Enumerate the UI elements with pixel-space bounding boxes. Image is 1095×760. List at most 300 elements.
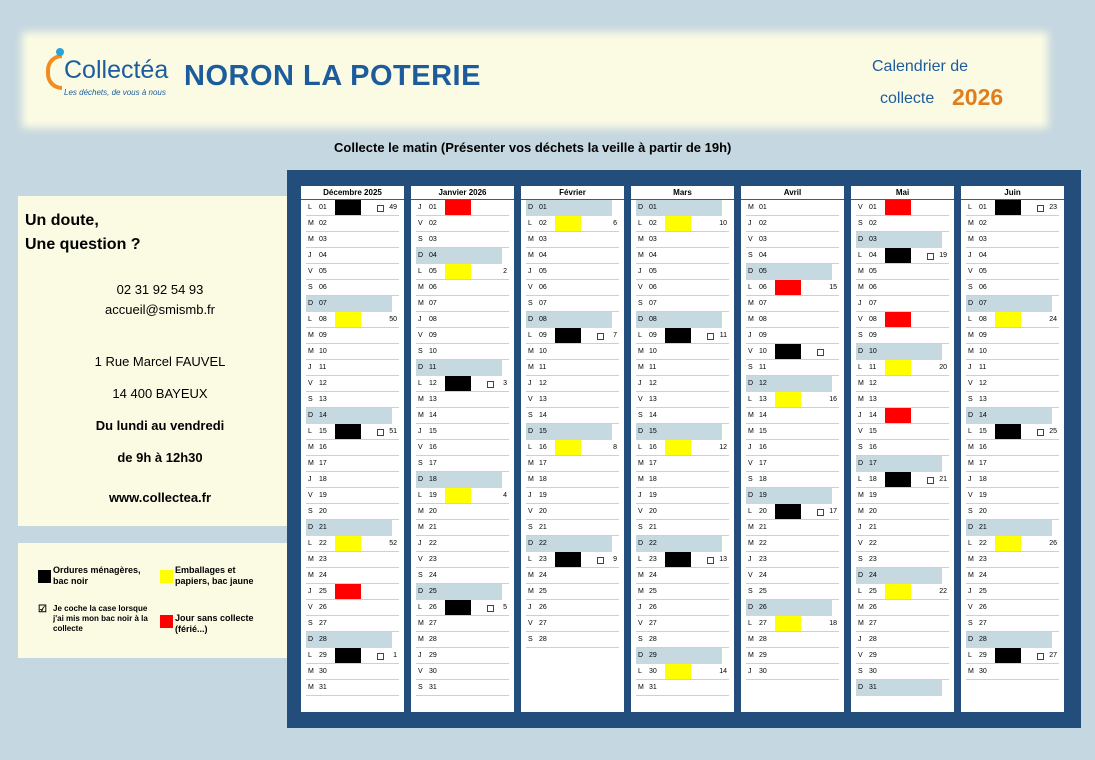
day-row bbox=[526, 248, 619, 264]
month-title: Mai bbox=[851, 186, 954, 200]
legend-yellow-swatch bbox=[160, 570, 173, 583]
collection-checkbox[interactable] bbox=[1037, 653, 1044, 660]
day-letter: D bbox=[748, 268, 754, 275]
day-number: 02 bbox=[869, 220, 877, 227]
day-number: 03 bbox=[759, 236, 767, 243]
day-letter: M bbox=[308, 572, 314, 579]
day-row bbox=[966, 472, 1059, 488]
yellow-bin-marker bbox=[885, 360, 911, 375]
day-number: 04 bbox=[649, 252, 657, 259]
day-number: 01 bbox=[649, 204, 657, 211]
day-letter: M bbox=[748, 636, 754, 643]
contact-box bbox=[18, 196, 302, 526]
day-row bbox=[746, 328, 839, 344]
day-letter: J bbox=[418, 428, 422, 435]
day-number: 21 bbox=[979, 524, 987, 531]
day-row bbox=[966, 424, 1059, 440]
day-letter: D bbox=[528, 428, 534, 435]
week-number: 23 bbox=[1049, 204, 1057, 211]
day-letter: S bbox=[748, 252, 753, 259]
day-letter: J bbox=[748, 668, 752, 675]
black-bin-marker bbox=[335, 200, 361, 215]
day-letter: D bbox=[638, 204, 644, 211]
day-letter: J bbox=[528, 268, 532, 275]
collection-checkbox[interactable] bbox=[707, 557, 714, 564]
day-row bbox=[416, 648, 509, 664]
day-row bbox=[966, 264, 1059, 280]
day-letter: L bbox=[858, 476, 862, 483]
legend-yellow-label: Emballages et papiers, bac jaune bbox=[175, 565, 254, 586]
day-letter: M bbox=[528, 252, 534, 259]
collection-checkbox[interactable] bbox=[817, 509, 824, 516]
day-row bbox=[746, 648, 839, 664]
day-row bbox=[746, 664, 839, 680]
day-row bbox=[746, 408, 839, 424]
day-letter: S bbox=[858, 668, 863, 675]
sunday-row bbox=[306, 632, 392, 648]
day-row bbox=[416, 216, 509, 232]
day-row bbox=[306, 504, 399, 520]
week-number: 15 bbox=[829, 284, 837, 291]
day-row bbox=[636, 616, 729, 632]
day-number: 27 bbox=[429, 620, 437, 627]
day-number: 14 bbox=[979, 412, 987, 419]
day-row bbox=[746, 520, 839, 536]
day-letter: L bbox=[638, 220, 642, 227]
day-number: 31 bbox=[319, 684, 327, 691]
day-letter: M bbox=[748, 300, 754, 307]
yellow-bin-marker bbox=[995, 536, 1021, 551]
sunday-row bbox=[746, 600, 832, 616]
day-number: 16 bbox=[429, 444, 437, 451]
day-number: 02 bbox=[649, 220, 657, 227]
collection-note: Collecte le matin (Présenter vos déchets la veille à partir de 19h) bbox=[334, 140, 732, 155]
day-row bbox=[746, 216, 839, 232]
day-number: 12 bbox=[869, 380, 877, 387]
holiday-marker bbox=[885, 312, 911, 327]
collection-checkbox[interactable] bbox=[927, 253, 934, 260]
day-row bbox=[306, 344, 399, 360]
day-letter: D bbox=[418, 364, 424, 371]
phone-number: 02 31 92 54 93 bbox=[116, 282, 204, 297]
day-letter: S bbox=[308, 284, 313, 291]
day-number: 06 bbox=[869, 284, 877, 291]
collection-checkbox[interactable] bbox=[487, 605, 494, 612]
day-row bbox=[306, 664, 399, 680]
day-number: 16 bbox=[319, 444, 327, 451]
day-number: 01 bbox=[759, 204, 767, 211]
day-number: 28 bbox=[539, 636, 547, 643]
day-row bbox=[526, 440, 619, 456]
day-letter: J bbox=[638, 268, 642, 275]
day-number: 18 bbox=[869, 476, 877, 483]
day-letter: S bbox=[638, 300, 643, 307]
day-row bbox=[746, 552, 839, 568]
day-row bbox=[416, 408, 509, 424]
day-letter: S bbox=[528, 412, 533, 419]
day-letter: S bbox=[858, 444, 863, 451]
day-number: 23 bbox=[759, 556, 767, 563]
sunday-row bbox=[966, 408, 1052, 424]
day-number: 22 bbox=[649, 540, 657, 547]
sunday-row bbox=[306, 520, 392, 536]
day-row bbox=[856, 440, 949, 456]
black-bin-marker bbox=[665, 552, 691, 567]
sunday-row bbox=[526, 536, 612, 552]
black-bin-marker bbox=[335, 648, 361, 663]
day-number: 21 bbox=[539, 524, 547, 531]
day-row bbox=[416, 328, 509, 344]
day-letter: J bbox=[748, 556, 752, 563]
collection-checkbox[interactable] bbox=[1037, 205, 1044, 212]
day-row bbox=[416, 568, 509, 584]
day-letter: M bbox=[638, 364, 644, 371]
day-row bbox=[526, 600, 619, 616]
day-row bbox=[636, 360, 729, 376]
day-row bbox=[746, 568, 839, 584]
day-row bbox=[306, 232, 399, 248]
day-row bbox=[856, 280, 949, 296]
day-number: 08 bbox=[319, 316, 327, 323]
day-number: 19 bbox=[649, 492, 657, 499]
day-letter: S bbox=[308, 396, 313, 403]
day-row bbox=[966, 536, 1059, 552]
day-number: 23 bbox=[649, 556, 657, 563]
day-letter: L bbox=[638, 332, 642, 339]
day-row bbox=[526, 584, 619, 600]
day-row bbox=[636, 376, 729, 392]
day-letter: J bbox=[418, 204, 422, 211]
black-bin-marker bbox=[335, 424, 361, 439]
day-letter: L bbox=[638, 444, 642, 451]
day-letter: M bbox=[418, 412, 424, 419]
collection-checkbox[interactable] bbox=[1037, 429, 1044, 436]
yellow-bin-marker bbox=[335, 312, 361, 327]
day-number: 28 bbox=[869, 636, 877, 643]
day-letter: M bbox=[968, 444, 974, 451]
day-number: 18 bbox=[979, 476, 987, 483]
day-number: 27 bbox=[319, 620, 327, 627]
day-number: 10 bbox=[319, 348, 327, 355]
day-letter: J bbox=[638, 380, 642, 387]
collection-checkbox[interactable] bbox=[377, 429, 384, 436]
day-letter: M bbox=[308, 220, 314, 227]
day-number: 06 bbox=[649, 284, 657, 291]
day-letter: L bbox=[308, 540, 312, 547]
day-row bbox=[636, 392, 729, 408]
day-letter: J bbox=[748, 220, 752, 227]
day-row bbox=[306, 440, 399, 456]
sunday-row bbox=[526, 424, 612, 440]
day-number: 19 bbox=[429, 492, 437, 499]
day-letter: M bbox=[858, 396, 864, 403]
day-row bbox=[746, 312, 839, 328]
day-number: 13 bbox=[319, 396, 327, 403]
day-row bbox=[416, 424, 509, 440]
day-row bbox=[416, 392, 509, 408]
day-letter: V bbox=[418, 668, 423, 675]
day-number: 29 bbox=[649, 652, 657, 659]
day-letter: L bbox=[418, 604, 422, 611]
week-number: 22 bbox=[939, 588, 947, 595]
day-number: 19 bbox=[759, 492, 767, 499]
day-row bbox=[856, 536, 949, 552]
collection-checkbox[interactable] bbox=[707, 333, 714, 340]
day-number: 12 bbox=[759, 380, 767, 387]
legend-red-label: Jour sans collecte (férié...) bbox=[175, 613, 254, 634]
day-row bbox=[966, 488, 1059, 504]
day-letter: J bbox=[748, 332, 752, 339]
day-number: 17 bbox=[319, 460, 327, 467]
day-letter: L bbox=[528, 444, 532, 451]
day-letter: D bbox=[418, 252, 424, 259]
day-row bbox=[306, 216, 399, 232]
day-letter: M bbox=[858, 268, 864, 275]
month-column bbox=[741, 186, 844, 712]
website-link[interactable]: www.collectea.fr bbox=[108, 490, 212, 505]
day-number: 11 bbox=[759, 364, 767, 371]
day-letter: D bbox=[528, 204, 534, 211]
logo-name: Collectéa bbox=[64, 56, 169, 84]
calendar-label-line2: collecte bbox=[880, 90, 935, 107]
day-letter: V bbox=[968, 268, 973, 275]
day-row bbox=[526, 376, 619, 392]
email-link[interactable]: accueil@smismb.fr bbox=[105, 302, 215, 317]
day-letter: D bbox=[418, 476, 424, 483]
day-number: 13 bbox=[759, 396, 767, 403]
day-letter: V bbox=[858, 428, 863, 435]
day-letter: S bbox=[528, 524, 533, 531]
day-letter: V bbox=[858, 652, 863, 659]
day-letter: M bbox=[748, 652, 754, 659]
day-letter: V bbox=[858, 540, 863, 547]
day-letter: V bbox=[528, 396, 533, 403]
day-row bbox=[856, 248, 949, 264]
day-row bbox=[526, 328, 619, 344]
day-number: 25 bbox=[759, 588, 767, 595]
day-number: 02 bbox=[319, 220, 327, 227]
day-number: 15 bbox=[319, 428, 327, 435]
collection-checkbox[interactable] bbox=[377, 205, 384, 212]
day-letter: S bbox=[858, 556, 863, 563]
day-row bbox=[856, 408, 949, 424]
day-row bbox=[856, 264, 949, 280]
day-number: 11 bbox=[979, 364, 987, 371]
day-row bbox=[636, 504, 729, 520]
day-letter: L bbox=[968, 652, 972, 659]
day-letter: V bbox=[308, 604, 313, 611]
day-row bbox=[966, 328, 1059, 344]
day-row bbox=[966, 248, 1059, 264]
day-letter: V bbox=[418, 556, 423, 563]
week-number: 27 bbox=[1049, 652, 1057, 659]
day-row bbox=[856, 632, 949, 648]
day-number: 11 bbox=[539, 364, 547, 371]
collection-checkbox[interactable] bbox=[487, 381, 494, 388]
day-letter: J bbox=[418, 652, 422, 659]
day-letter: M bbox=[418, 636, 424, 643]
day-row bbox=[636, 600, 729, 616]
day-letter: D bbox=[308, 524, 314, 531]
day-letter: L bbox=[858, 364, 862, 371]
day-row bbox=[636, 488, 729, 504]
day-letter: M bbox=[528, 460, 534, 467]
day-row bbox=[636, 344, 729, 360]
collection-checkbox[interactable] bbox=[597, 557, 604, 564]
day-letter: M bbox=[968, 236, 974, 243]
day-row bbox=[526, 264, 619, 280]
day-row bbox=[966, 344, 1059, 360]
day-number: 18 bbox=[759, 476, 767, 483]
yellow-bin-marker bbox=[665, 216, 691, 231]
day-letter: M bbox=[858, 284, 864, 291]
day-letter: L bbox=[968, 540, 972, 547]
day-number: 09 bbox=[429, 332, 437, 339]
sunday-row bbox=[416, 248, 502, 264]
day-number: 14 bbox=[319, 412, 327, 419]
day-letter: S bbox=[748, 588, 753, 595]
holiday-marker bbox=[335, 584, 361, 599]
day-row bbox=[306, 616, 399, 632]
sunday-row bbox=[746, 264, 832, 280]
holiday-marker bbox=[445, 200, 471, 215]
day-letter: J bbox=[858, 300, 862, 307]
day-letter: V bbox=[528, 508, 533, 515]
day-row bbox=[636, 520, 729, 536]
day-letter: L bbox=[858, 252, 862, 259]
yellow-bin-marker bbox=[775, 392, 801, 407]
day-number: 02 bbox=[539, 220, 547, 227]
day-number: 19 bbox=[319, 492, 327, 499]
week-number: 10 bbox=[719, 220, 727, 227]
sunday-row bbox=[526, 200, 612, 216]
day-number: 25 bbox=[539, 588, 547, 595]
day-letter: S bbox=[308, 620, 313, 627]
day-number: 11 bbox=[869, 364, 877, 371]
day-number: 02 bbox=[759, 220, 767, 227]
day-letter: V bbox=[748, 236, 753, 243]
logo-dot-icon bbox=[56, 48, 64, 56]
day-row bbox=[416, 280, 509, 296]
day-row bbox=[416, 376, 509, 392]
day-number: 10 bbox=[979, 348, 987, 355]
day-number: 23 bbox=[869, 556, 877, 563]
legend-red-swatch bbox=[160, 615, 173, 628]
day-letter: V bbox=[748, 572, 753, 579]
day-number: 15 bbox=[869, 428, 877, 435]
day-letter: J bbox=[748, 444, 752, 451]
day-number: 25 bbox=[319, 588, 327, 595]
day-letter: L bbox=[748, 284, 752, 291]
day-row bbox=[966, 216, 1059, 232]
day-number: 27 bbox=[869, 620, 877, 627]
day-letter: M bbox=[308, 236, 314, 243]
day-letter: M bbox=[418, 300, 424, 307]
collection-checkbox[interactable] bbox=[817, 349, 824, 356]
day-row bbox=[526, 280, 619, 296]
day-number: 17 bbox=[759, 460, 767, 467]
day-number: 28 bbox=[429, 636, 437, 643]
sunday-row bbox=[636, 312, 722, 328]
day-number: 08 bbox=[759, 316, 767, 323]
day-row bbox=[306, 360, 399, 376]
day-row bbox=[416, 536, 509, 552]
day-letter: L bbox=[528, 220, 532, 227]
day-row bbox=[526, 568, 619, 584]
day-number: 05 bbox=[319, 268, 327, 275]
day-number: 19 bbox=[539, 492, 547, 499]
sunday-row bbox=[636, 648, 722, 664]
day-letter: V bbox=[968, 604, 973, 611]
day-letter: J bbox=[308, 476, 312, 483]
day-number: 13 bbox=[979, 396, 987, 403]
day-number: 27 bbox=[759, 620, 767, 627]
collection-checkbox[interactable] bbox=[377, 653, 384, 660]
day-letter: S bbox=[418, 236, 423, 243]
day-number: 30 bbox=[869, 668, 877, 675]
day-row bbox=[966, 392, 1059, 408]
day-letter: M bbox=[528, 476, 534, 483]
day-number: 14 bbox=[759, 412, 767, 419]
day-row bbox=[306, 648, 399, 664]
day-letter: S bbox=[528, 636, 533, 643]
day-number: 11 bbox=[649, 364, 657, 371]
day-number: 27 bbox=[539, 620, 547, 627]
day-row bbox=[526, 344, 619, 360]
sunday-row bbox=[306, 296, 392, 312]
day-letter: M bbox=[968, 556, 974, 563]
day-letter: L bbox=[638, 668, 642, 675]
hours-days: Du lundi au vendredi bbox=[95, 418, 225, 433]
day-row bbox=[746, 456, 839, 472]
day-number: 15 bbox=[649, 428, 657, 435]
day-letter: J bbox=[968, 252, 972, 259]
day-number: 25 bbox=[429, 588, 437, 595]
day-letter: D bbox=[968, 300, 974, 307]
day-letter: D bbox=[968, 636, 974, 643]
day-row bbox=[966, 456, 1059, 472]
day-number: 07 bbox=[869, 300, 877, 307]
day-row bbox=[636, 472, 729, 488]
day-letter: L bbox=[418, 268, 422, 275]
sunday-row bbox=[856, 232, 942, 248]
day-row bbox=[526, 488, 619, 504]
yellow-bin-marker bbox=[335, 536, 361, 551]
day-number: 03 bbox=[979, 236, 987, 243]
day-number: 25 bbox=[979, 588, 987, 595]
day-row bbox=[856, 472, 949, 488]
day-letter: M bbox=[858, 620, 864, 627]
day-letter: D bbox=[858, 348, 864, 355]
month-title: Décembre 2025 bbox=[301, 186, 404, 200]
week-number: 51 bbox=[389, 428, 397, 435]
collection-checkbox[interactable] bbox=[927, 477, 934, 484]
day-row bbox=[306, 376, 399, 392]
collection-checkbox[interactable] bbox=[597, 333, 604, 340]
day-letter: V bbox=[418, 444, 423, 451]
day-row bbox=[416, 616, 509, 632]
day-letter: J bbox=[638, 604, 642, 611]
day-number: 13 bbox=[649, 396, 657, 403]
day-row bbox=[966, 648, 1059, 664]
day-number: 27 bbox=[979, 620, 987, 627]
day-number: 18 bbox=[539, 476, 547, 483]
day-row bbox=[636, 664, 729, 680]
day-number: 01 bbox=[429, 204, 437, 211]
day-number: 30 bbox=[319, 668, 327, 675]
day-letter: V bbox=[528, 284, 533, 291]
day-number: 06 bbox=[759, 284, 767, 291]
